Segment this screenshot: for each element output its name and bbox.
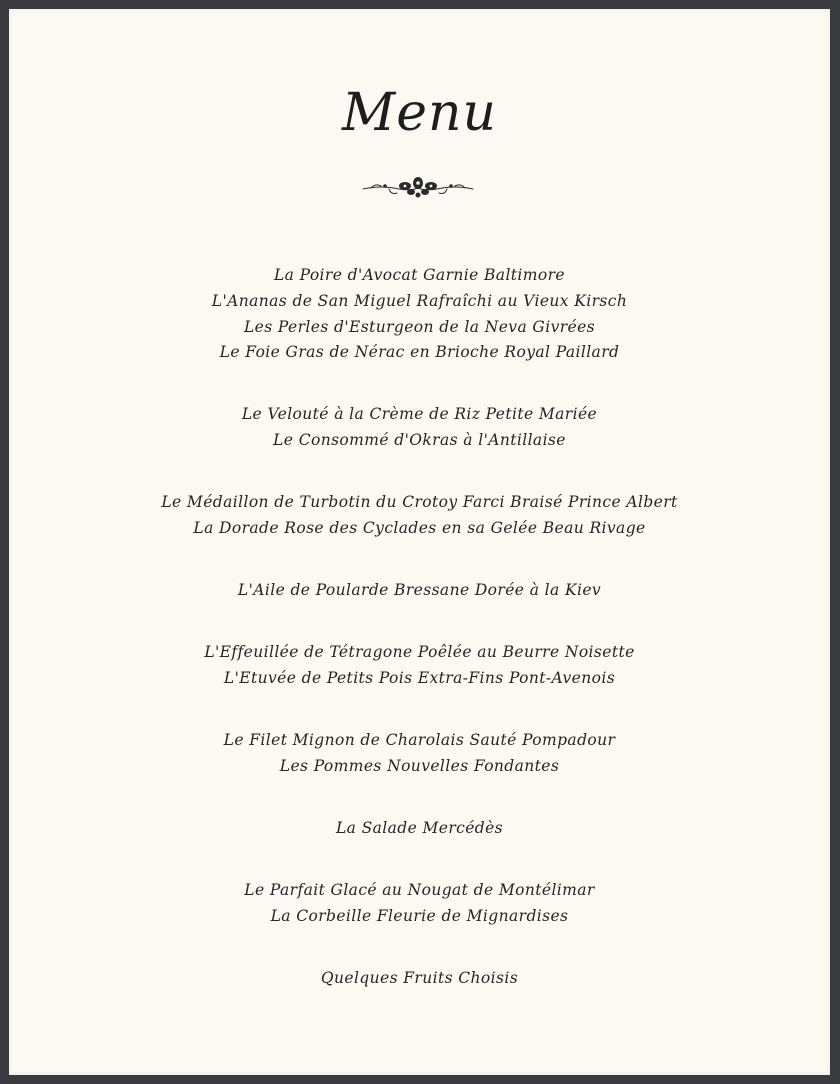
menu-item: La Dorade Rose des Cyclades en sa Gelée Beau Rivage xyxy=(193,519,646,537)
menu-item: Le Consommé d'Okras à l'Antillaise xyxy=(273,431,566,449)
menu-item: Quelques Fruits Choisis xyxy=(320,969,519,987)
menu-item: Le Filet Mignon de Charolais Sauté Pompadour xyxy=(223,731,616,749)
menu-item: Les Pommes Nouvelles Fondantes xyxy=(279,757,560,775)
menu-item: Le Foie Gras de Nérac en Brioche Royal Paillard xyxy=(219,343,620,361)
floral-ornament-icon xyxy=(361,171,475,205)
menu-item: L'Aile de Poularde Bressane Dorée à la Kiev xyxy=(237,581,602,599)
menu-item: L'Ananas de San Miguel Rafraîchi au Vieux Kirsch xyxy=(211,292,628,310)
menu-item: La Salade Mercédès xyxy=(335,819,504,837)
menu-item: La Corbeille Fleurie de Mignardises xyxy=(270,907,569,925)
menu-item: La Poire d'Avocat Garnie Baltimore xyxy=(273,266,566,284)
menu-page xyxy=(9,9,830,1075)
menu-item: Le Velouté à la Crème de Riz Petite Mariée xyxy=(241,405,598,423)
menu-title: Menu xyxy=(342,83,497,143)
menu-card xyxy=(9,9,830,1075)
menu-item: Le Médaillon de Turbotin du Crotoy Farci Braisé Prince Albert xyxy=(161,493,678,511)
menu-item: L'Etuvée de Petits Pois Extra-Fins Pont-Avenois xyxy=(223,669,616,687)
menu-item: Les Perles d'Esturgeon de la Neva Givrées xyxy=(243,318,596,336)
menu-item: Le Parfait Glacé au Nougat de Montélimar xyxy=(244,881,595,899)
menu-item: L'Effeuillée de Tétragone Poêlée au Beurre Noisette xyxy=(204,643,635,661)
